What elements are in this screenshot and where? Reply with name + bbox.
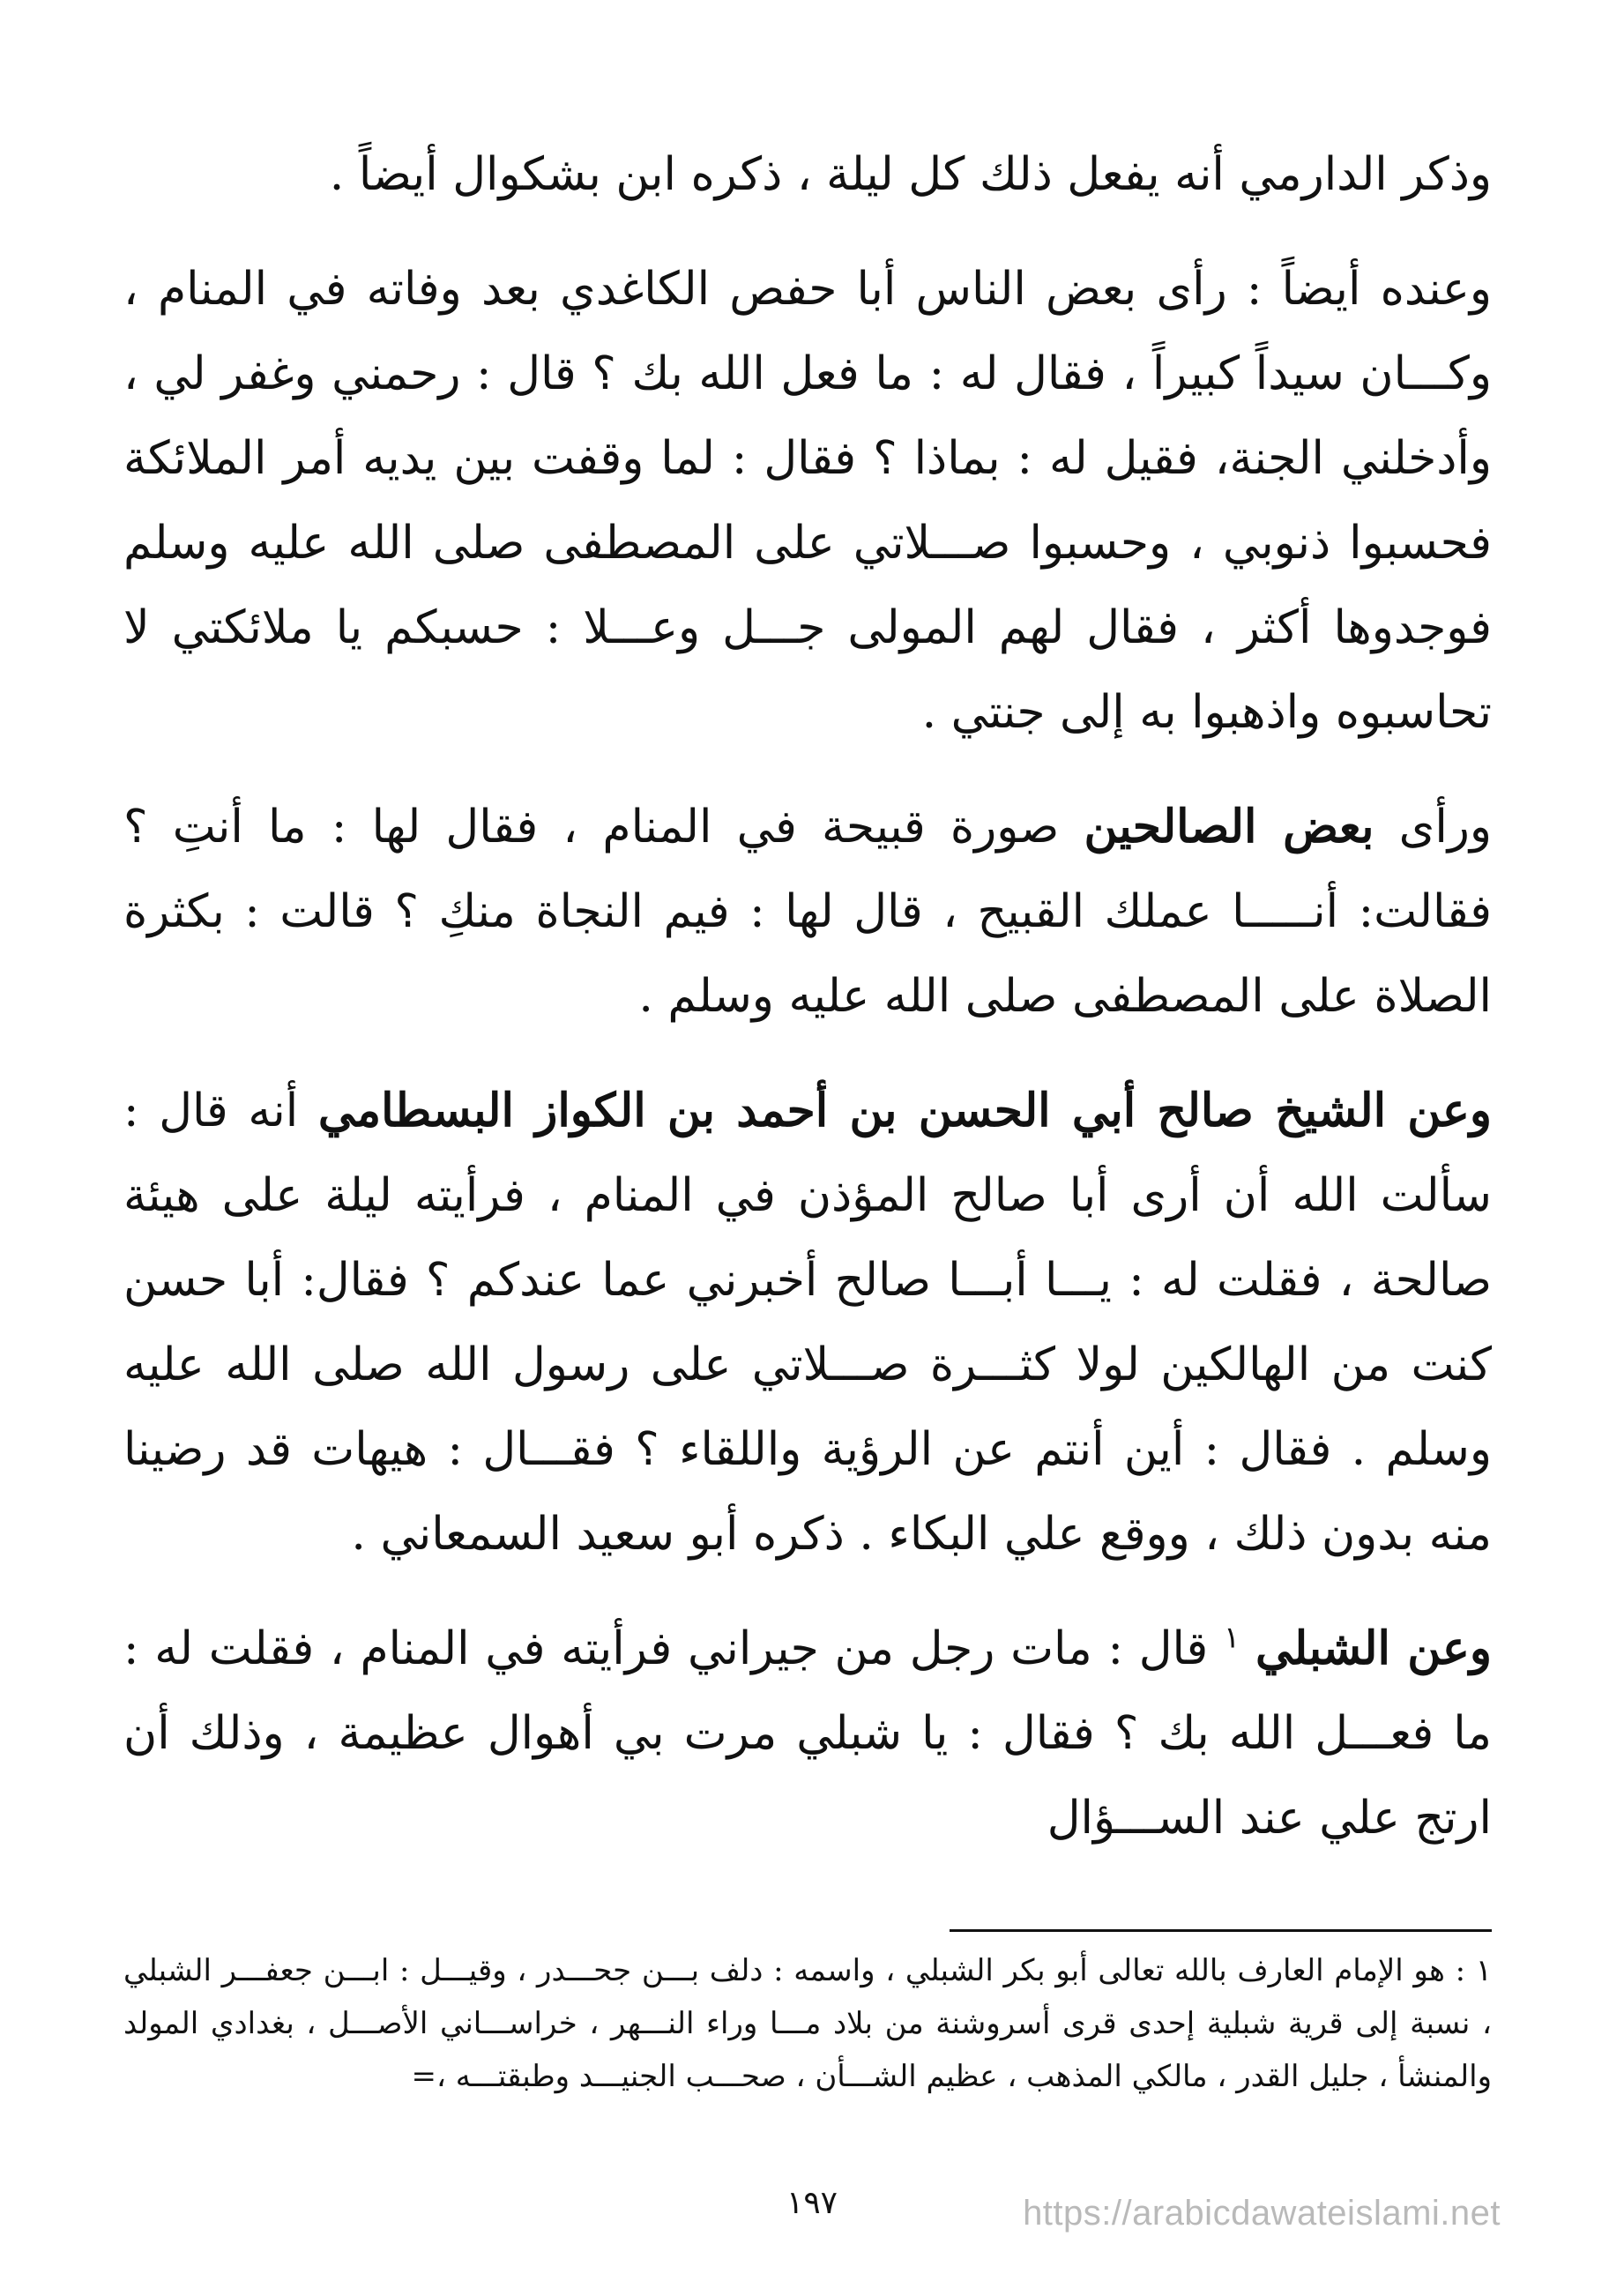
paragraph-3-emphasis: بعض الصالحين <box>1084 800 1374 854</box>
paragraph-1: وذكر الدارمي أنه يفعل ذلك كل ليلة ، ذكره ابن بشكوال أيضاً . <box>329 148 1492 201</box>
paragraph-4-rest: أنه قال : سألت الله أن أرى أبا صالح المؤذن في المنام ، فرأيته ليلة على هيئة صالحة ، فقلت له : يـــا أبـــا صالح أخبرني عما عندكم ؟ فقال: أبا حسن كنت من الهالكين لولا كثـــرة صـــلاتي على رسول الله صلى الله عليه وسلم . فقال : أين أنتم عن الرؤية واللقاء ؟ فقـــال : هيهات قد رضينا منه بدون ذلك ، ووقع علي البكاء . ذكره أبو سعيد السمعاني . <box>123 1085 1492 1561</box>
paragraph-5 <box>123 1607 1492 1860</box>
paragraph-5-emphasis: وعن الشبلي <box>1255 1622 1492 1675</box>
paragraph-3-rest: صورة قبيحة في المنام ، فقال لها : ما أنتِ ؟ فقالت: أنـــــا عملك القبيح ، قال لها : فيم النجاة منكِ ؟ قالت : بكثرة الصلاة على المصطفى صلى الله عليه وسلم . <box>123 801 1492 1023</box>
page-number: ١٩٧ <box>786 2185 838 2221</box>
paragraph-4-emphasis: وعن الشيخ صالح أبي الحسن بن أحمد بن الكواز البسطامي <box>317 1084 1493 1137</box>
paragraph-3-lead: ورأى <box>1374 801 1493 854</box>
footnote: ١ : هو الإمام العارف بالله تعالى أبو بكر الشبلي ، واسمه : دلف بـــن جحـــدر ، وقيـــل : ابـــن جعفـــر الشبلي ، نسبة إلى قرية شبلية إحدى قرى أسروشنة من بلاد مـــا وراء النـــهر ، خراســـاني الأصـــل ، بغدادي المولد والمنشأ ، جليل القدر ، مالكي المذهب ، عظيم الشـــأن ، صحـــب الجنيـــد وطبقتـــه ،= <box>123 1953 1492 2094</box>
main-text <box>123 132 1492 1890</box>
paragraph-5-rest: قال : مات رجل من جيراني فرأيته في المنام ، فقلت له : ما فعـــل الله بك ؟ فقال : يا شبلي مرت بي أهوال عظيمة ، وذلك أن ارتج علي عند الســـؤال <box>123 1622 1492 1845</box>
footnote-separator <box>950 1929 1492 1932</box>
footnote-reference: ١ <box>1224 1620 1240 1656</box>
paragraph-3 <box>123 785 1492 1039</box>
watermark: https://arabicdawateislami.net <box>1023 2194 1501 2233</box>
paragraph-2: وعنده أيضاً : رأى بعض الناس أبا حفص الكاغدي بعد وفاته في المنام ، وكـــان سيداً كبيراً ، فقال له : ما فعل الله بك ؟ قال : رحمني وغفر لي ، وأدخلني الجنة، فقيل له : بماذا ؟ فقال : لما وقفت بين يديه أمر الملائكة فحسبوا ذنوبي ، وحسبوا صـــلاتي على المصطفى صلى الله عليه وسلم فوجدوها أكثر ، فقال لهم المولى جـــل وعـــلا : حسبكم يا ملائكتي لا تحاسبوه واذهبوا به إلى جنتي . <box>123 263 1492 739</box>
paragraph-4 <box>123 1069 1492 1577</box>
